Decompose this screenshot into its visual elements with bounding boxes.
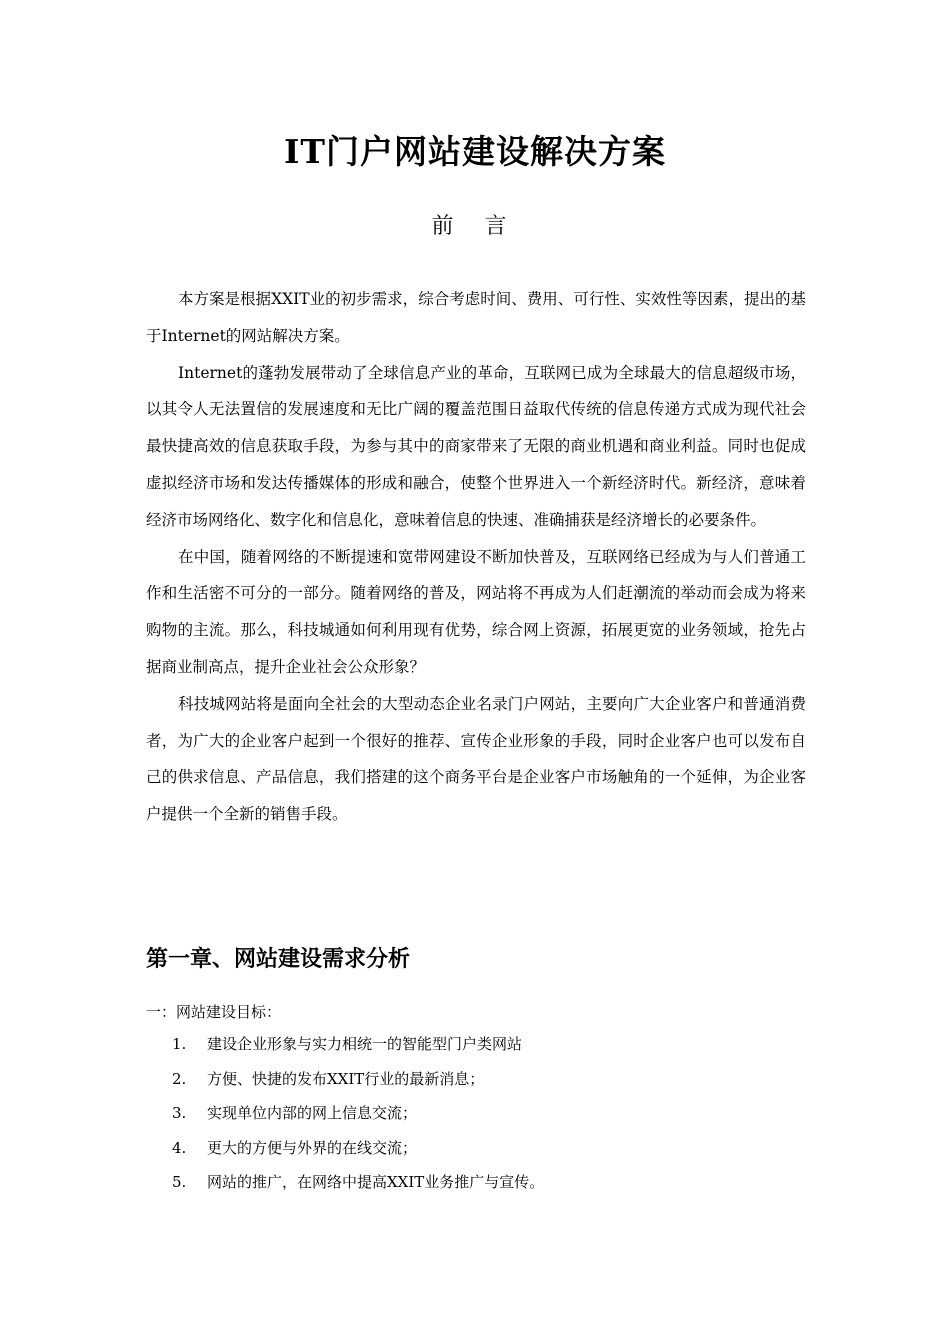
preface-heading: 前 言 (431, 214, 519, 239)
list-item-text: 更大的方便与外界的在线交流； (207, 1138, 418, 1157)
goal-list (146, 1029, 806, 1202)
preface-paragraph-3: 在中国，随着网络的不断提速和宽带网建设不断加快普及，互联网络已经成为与人们普通工作和生活密不可分的一部分。随着网络的普及，网站将不再成为人们赶潮流的举动而会成为将来购物的主流。那么，科技城通如何利用现有优势，综合网上资源，拓展更宽的业务领域，抢先占据商业制高点，提升企业社会公众形象？ (146, 547, 806, 676)
list-item (146, 1098, 806, 1133)
list-item-number: 5. (172, 1173, 187, 1191)
list-item-text: 网站的推广，在网络中提高XXIT业务推广与宣传。 (207, 1173, 545, 1191)
preface-paragraph-4: 科技城网站将是面向全社会的大型动态企业名录门户网站，主要向广大企业客户和普通消费者，为广大的企业客户起到一个很好的推荐、宣传企业形象的手段，同时企业客户也可以发布自己的供求信息、产品信息，我们搭建的这个商务平台是企业客户市场触角的一个延伸，为企业客户提供一个全新的销售手段。 (146, 694, 806, 824)
list-item-number: 2. (172, 1069, 187, 1088)
list-item-text: 建设企业形象与实力相统一的智能型门户类网站 (207, 1035, 523, 1053)
list-item-number: 3. (172, 1104, 187, 1122)
list-item (146, 1133, 806, 1168)
chapter-1-title: 第一章、网站建设需求分析 (146, 947, 411, 972)
preface-paragraph-2: Internet的蓬勃发展带动了全球信息产业的革命，互联网已成为全球最大的信息超级市场，以其令人无法置信的发展速度和无比广阔的覆盖范围日益取代传统的信息传递方式成为现代社会最快捷高效的信息获取手段，为参与其中的商家带来了无限的商业机遇和商业利益。同时也促成虚拟经济市场和发达传播媒体的形成和融合，使整个世界进入一个新经济时代。新经济，意味着经济市场网络化、数字化和信息化，意味着信息的快速、准确捕获是经济增长的必要条件。 (146, 363, 806, 529)
preface-paragraph-1: 本方案是根据XXIT业的初步需求，综合考虑时间、费用、可行性、实效性等因素，提出的基于Internet的网站解决方案。 (146, 290, 806, 345)
list-item (146, 1029, 806, 1064)
document-title: IT门户网站建设解决方案 (284, 132, 666, 171)
list-item (146, 1064, 806, 1099)
list-item-number: 1. (172, 1035, 187, 1053)
list-item-number: 4. (172, 1138, 187, 1157)
preface-body (146, 281, 806, 833)
list-item-text: 方便、快捷的发布XXIT行业的最新消息； (207, 1069, 485, 1088)
section-1-heading: 一：网站建设目标： (146, 1003, 282, 1021)
list-item (146, 1167, 806, 1202)
list-item-text: 实现单位内部的网上信息交流； (207, 1104, 418, 1122)
